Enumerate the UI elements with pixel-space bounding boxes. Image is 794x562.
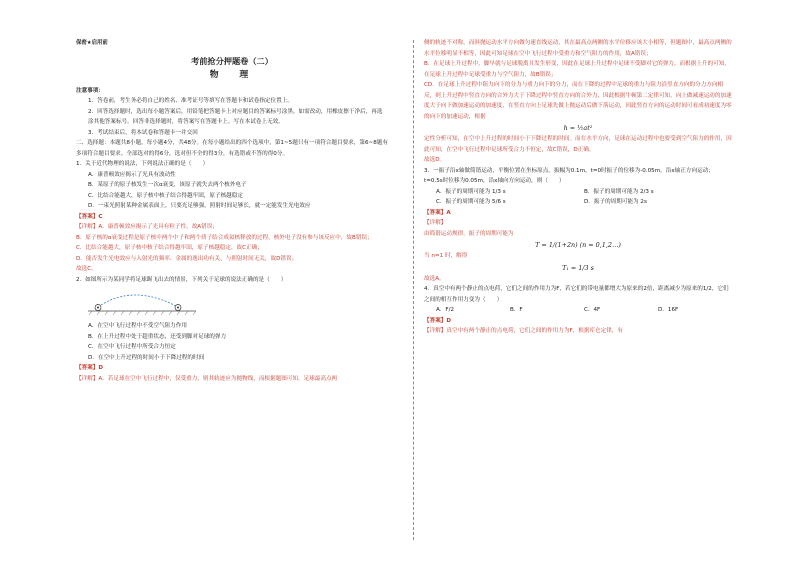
q3-option-d: D．振子的周期可能为 2s: [584, 199, 647, 205]
q1-answer: 【答案】C: [76, 213, 103, 220]
q2-option-d: D．在空中上升过程的时间小于下降过程的时间: [88, 354, 205, 361]
q2-explain-start: 【详解】A．若足球在空中飞行过程中，仅受重力，则其轨迹应为抛物线，而根据题图可知，足球最高点两: [76, 375, 338, 382]
q4-option-a: A．F/2: [436, 307, 455, 313]
q4-explain-start: 【详解】真空中有两个静止的点电荷，它们之间的作用力为F，根据库仑定律，有: [424, 328, 623, 334]
trajectory-curve: [98, 295, 178, 307]
q4-option-c: C．4F: [584, 307, 601, 313]
q3-option-a: A．振子的周期可能为 1/3 s: [436, 188, 506, 195]
q2-option-a: A．在空中飞行过程中不受空气阻力作用: [88, 323, 187, 329]
notice-item: 3．考试结束后，将本试卷和答题卡一并交回: [88, 129, 198, 136]
q1-option-a: A．康普顿效应揭示了光具有波动性: [88, 171, 176, 178]
q2-explain-line: CD．在足球上升过程中阻力向下的分力与重力向下的分力，而在下降的过程中足球的重力与阻力沿竖直方向的分力方向相反，则上升过程中竖直方向的合外力大于下降过程中竖直方向的合外力，因此根据牛顿第二定律可知，向上做减速运动的加速度大于向下做加速运动的加速度，在竖直方向上足球先做上抛运动后做下落运动，因此竖直方向的运动时间可看成初速度为零的向下的加速运动，根据: [424, 82, 732, 120]
q4-options-row: [424, 305, 732, 316]
q2-choose: 故选D。: [424, 157, 446, 163]
q1-option-b: B．某原子的原子核发生一次α衰变，该原子就失去两个核外电子: [88, 182, 247, 188]
question-2-stem: 2．如图所示为某同学将足球踢飞出去的情景，下列关于足球的说法正确的是（ ）: [76, 276, 287, 283]
q1-explain-line: C．比结合能越大，原子核中核子结合得越牢固，原子核越稳定，故C正确；: [76, 245, 263, 251]
right-column: [424, 38, 732, 337]
question-4-stem: 4．真空中有两个静止的点电荷，它们之间的作用力为F，若它们的带电量都增大为原来的2倍，距离减少为原来的1/2，它们之间的相互作用力变为（ ）: [424, 286, 729, 303]
formula-t1: T₁ = 1/3 s: [562, 263, 594, 272]
q1-option-d: D．一束光照射某种金属表面上，只要光足够强，照射时间足够长，就一定能发生光电效应: [88, 203, 311, 209]
trajectory-svg: [88, 287, 198, 319]
q3-option-c: C．振子的周期可能为 5/6 s: [436, 199, 506, 205]
question-3-stem: 3．一振子沿x轴做简谐运动，平衡位置在坐标原点。振幅为0.1m，t=0时振子的位移为-0.05m，沿x轴正方向运动；t=0.5s时位移为0.05m，沿x轴向方向运动，则（ ）: [424, 167, 714, 184]
q2-explain-line: B．在足球上升过程中，脚早就与足球脱离且发生形变，因此在足球上升过程中足球不受脚对它的弹力，而根据上升的可知，在足球上升过程中足球受重力与空气阻力，故B错误；: [424, 61, 730, 78]
q3-options-row: [424, 197, 732, 208]
q2-option-c: C．在空中飞行过程中所受合力恒定: [88, 344, 176, 350]
q1-explain-line: D．能否发生光电效应与入射光的频率、金属的逸出功有关，与照射时间无关，故D错误；: [76, 255, 298, 262]
q4-answer: 【答案】D: [424, 317, 452, 324]
q3-options-row: [424, 187, 732, 198]
q4-option-b: B．F: [510, 307, 523, 313]
question-1-stem: 1．关于近代物理的说法，下列说法正确的是（ ）: [76, 161, 209, 167]
formula-period: T = 1/(1+2n) (n = 0,1,2…): [535, 241, 621, 249]
q1-explain-line: 【详解】A．康普顿效应揭示了光具有粒子性，故A错误；: [76, 224, 218, 230]
q3-option-b: B．振子的周期可能为 2/3 s: [584, 188, 654, 195]
q3-answer: 【答案】A: [424, 209, 451, 216]
notice-item: 1．答卷前，考生务必将自己的姓名、准考证号等填写在答题卡和试卷指定位置上。: [88, 98, 293, 104]
column-divider: [413, 40, 414, 540]
q3-explain-line: 当 n=1 时，解得: [424, 253, 468, 259]
ground-hatch: [89, 311, 196, 315]
q3-detail: 【详解】: [424, 220, 447, 226]
q3-explain-line: 由简谐运动规律，振子的周期可能为: [424, 230, 514, 237]
football-trajectory-diagram: [88, 287, 388, 319]
q4-option-d: D．16F: [658, 307, 679, 313]
confidential-label: 保密★启用前: [76, 40, 108, 46]
q3-choose: 故选A。: [424, 275, 445, 282]
q2-explain-line: 定性分析可知，在空中上升过程的时间小于下降过程的时间。而在水平方向，足球在运动过程中也要受到空气阻力的作用，因此可知，在空中飞行过程中足球所受合力不恒定，故C错误，D正确。: [424, 136, 732, 153]
notice-heading: 注意事项：: [76, 87, 104, 94]
q2-option-b: B．在上升过程中处于超重状态，还受到脚对足球的弹力: [88, 333, 227, 340]
exam-title: 考前抢分押题卷（二）: [191, 55, 273, 66]
left-column: [76, 38, 388, 384]
q2-explain-line: 侧的轨迹不对称，而斜抛运动水平方向做匀速直线运动，其在最高点两侧的水平位移应该大小相等，但题图中，最高点两侧的水平位移明显不相等，因此可知足球在空中飞行过程中受重力和空气阻力的作用，故A错误；: [424, 40, 732, 57]
q1-option-c: C．比结合能越大，原子核中核子结合得越牢固，原子核越稳定: [88, 192, 243, 199]
notice-item: 2．回答选择题时，选出每小题答案后，用铅笔把答题卡上对应题目的答案标号涂黑。如需改动，用橡皮擦干净后，再选涂其他答案标号。回答非选择题时，将答案写在答题卡上。写在本试卷上无效。: [88, 108, 383, 125]
formula-h: h = ½at²: [563, 124, 593, 132]
q1-explain-line: B．原子核的α衰变过程是原子核中两个中子和两个质子结合成氦核释放的过程，核外电子没有参与该反应中，故B错误；: [76, 234, 373, 241]
q2-answer: 【答案】D: [76, 365, 104, 371]
q1-explain-line: 故选C。: [76, 266, 97, 272]
section-instructions: 二、选择题：本题共8小题，每小题4分，共48分。在每小题给出的四个选项中，第1~5题只有一项符合题目要求，第6~8题有多项符合题目要求。全部选对的得6分，选对但不全的得3分，有选错或不答的得0分。: [76, 140, 388, 157]
subject-title: 物 理: [209, 69, 255, 80]
